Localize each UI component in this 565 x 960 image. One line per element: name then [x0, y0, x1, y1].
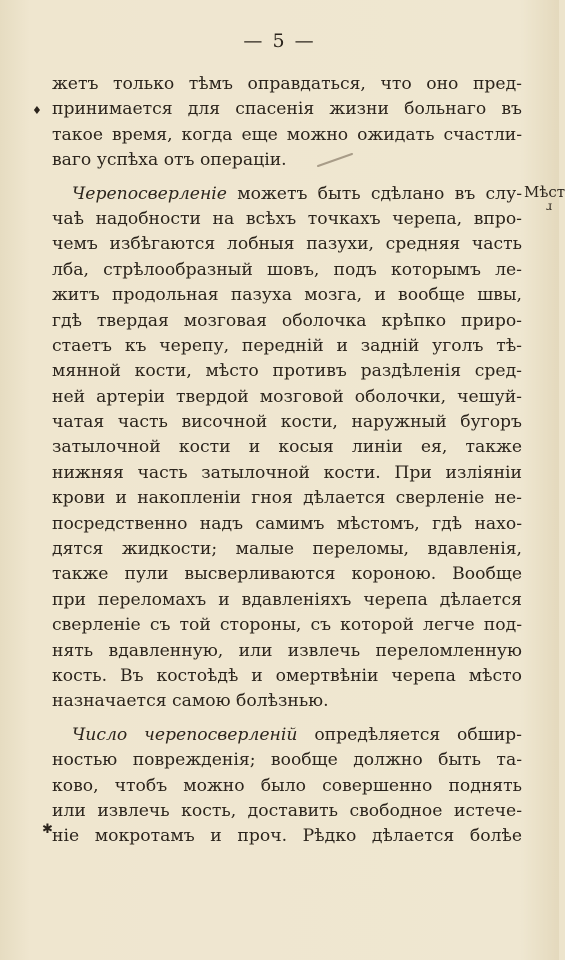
text-line: ково, чтобъ можно было совершенно поднять [52, 775, 522, 796]
text-line: принимается для спасенія жизни больнаго въ [52, 99, 522, 120]
paragraph-lead-term: Число черепосверленій [72, 724, 298, 745]
ink-mark-2: ✱ [42, 822, 53, 837]
ink-mark: ♦ [32, 104, 42, 117]
text-line: посредственно надъ самимъ мѣстомъ, гдѣ нахо- [52, 513, 522, 534]
body-text [52, 72, 522, 850]
paragraph-lead-term: Черепосверленіе [72, 183, 227, 204]
margin-mark: ɹ [546, 199, 553, 213]
text-line: мянной кости, мѣсто противъ раздѣленія сред- [52, 361, 522, 382]
page-number: — 5 — [243, 30, 316, 52]
text-line: чемъ избѣгаются лобныя пазухи, средняя часть [52, 234, 522, 255]
text-line: лба, стрѣлообразный шовъ, подъ которымъ ле- [52, 259, 522, 280]
text-line: также пули высверливаются короною. Вообще [52, 564, 522, 585]
text-line: нять вдавленную, или извлечь переломленную [52, 640, 522, 661]
text-line: ніе мокротамъ и проч. Рѣдко дѣлается болѣе [52, 826, 522, 847]
text-line: стаетъ къ черепу, передній и задній уголъ тѣ- [52, 335, 522, 356]
margin-note: Мѣст [524, 183, 565, 201]
text-line: назначается самою болѣзнью. [52, 691, 329, 712]
text-line: кость. Въ костоѣдѣ и омертвѣніи черепа мѣсто [52, 665, 522, 686]
text-line: дятся жидкости; малые переломы, вдавленія, [52, 539, 522, 560]
paragraph-first-line [52, 182, 522, 207]
text-line: сверленіе съ той стороны, съ которой легче под- [52, 615, 522, 636]
text-line: жетъ только тѣмъ оправдаться, что оно пред- [52, 74, 522, 94]
text-line: гдѣ твердая мозговая оболочка крѣпко прирo- [52, 310, 522, 331]
text-line: нижняя часть затылочной кости. При изліяніи [52, 462, 522, 483]
text-line: такое время, когда еще можно ожидать счастли- [52, 124, 522, 145]
text-line: при переломахъ и вдавленіяхъ черепа дѣлается [52, 589, 522, 610]
text-line: ней артеріи твердой мозговой оболочки, чешуй- [52, 386, 522, 407]
text-line: ваго успѣха отъ операціи. [52, 150, 287, 171]
text-span: можетъ быть сдѣлано въ слу- [237, 183, 522, 204]
text-line: крови и накопленіи гноя дѣлается сверленіе не- [52, 488, 522, 509]
text-line: затылочной кости и косыя линіи ея, также [52, 437, 522, 458]
text-span: опредѣляется обшир- [314, 724, 522, 745]
text-line: чатая часть височной кости, наружный бугоръ [52, 412, 522, 433]
text-line: чаѣ надобности на всѣхъ точкахъ черепа, впро- [52, 208, 522, 229]
text-line: или извлечь кость, доставить свободное истече- [52, 800, 522, 821]
text-line: ностью поврежденія; вообще должно быть та- [52, 750, 522, 771]
text-line: житъ продольная пазуха мозга, и вообще швы, [52, 285, 522, 306]
paragraph-first-line [52, 723, 522, 748]
